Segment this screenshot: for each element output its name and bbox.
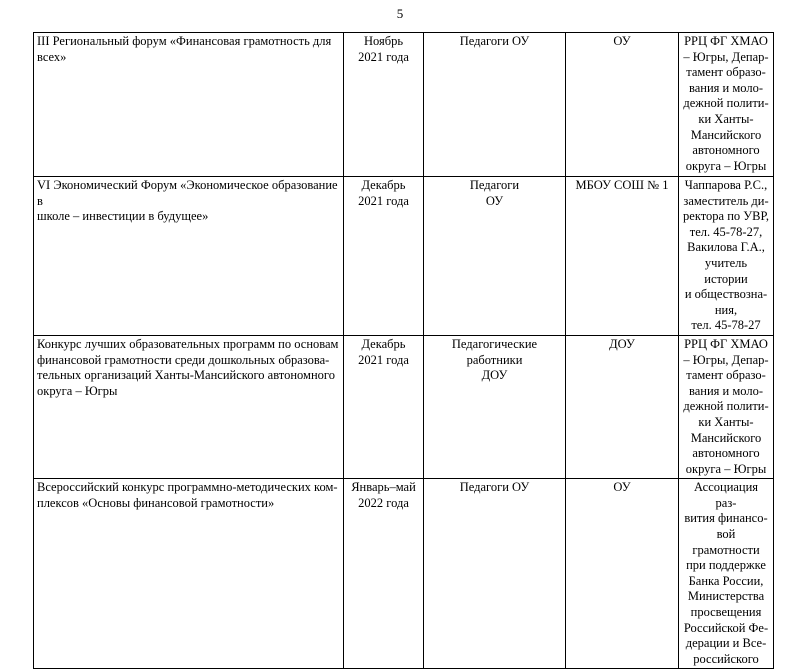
participants-cell: Педагоги ОУ <box>424 177 566 336</box>
responsible-cell: Чаппарова Р.С., заместитель ди- ректора по УВР, тел. 45-78-27, Вакилова Г.А., учитель истории и обществозна- ния, тел. 45-78-27 <box>679 177 774 336</box>
responsible-cell: РРЦ ФГ ХМАО – Югры, Депар- тамент образо- вания и моло- дежной полити- ки Ханты- Мансийского автономного округа – Югры <box>679 335 774 478</box>
place-cell: ОУ <box>566 479 679 669</box>
responsible-cell: Ассоциация раз- вития финансо- вой грамотности при поддержке Банка России, Министерства просвещения Российской Фе- дерации и Все- российского <box>679 479 774 669</box>
place-cell: МБОУ СОШ № 1 <box>566 177 679 336</box>
table-row <box>34 335 774 478</box>
participants-cell: Педагоги ОУ <box>424 33 566 177</box>
participants-cell: Педагогические работники ДОУ <box>424 335 566 478</box>
date-cell: Декабрь 2021 года <box>344 335 424 478</box>
event-cell: Конкурс лучших образовательных программ по основам финансовой грамотности среди дошкольных образова- тельных организаций Ханты-Мансийского автономного округа – Югры <box>34 335 344 478</box>
place-cell: ДОУ <box>566 335 679 478</box>
table-row <box>34 33 774 177</box>
table-row <box>34 479 774 669</box>
participants-cell: Педагоги ОУ <box>424 479 566 669</box>
event-cell: III Региональный форум «Финансовая грамотность для всех» <box>34 33 344 177</box>
events-table <box>33 32 774 669</box>
event-cell: VI Экономический Форум «Экономическое образование в школе – инвестиции в будущее» <box>34 177 344 336</box>
place-cell: ОУ <box>566 33 679 177</box>
responsible-cell: РРЦ ФГ ХМАО – Югры, Депар- тамент образо- вания и моло- дежной полити- ки Ханты- Мансийского автономного округа – Югры <box>679 33 774 177</box>
event-cell: Всероссийский конкурс программно-методических ком- плексов «Основы финансовой грамотности» <box>34 479 344 669</box>
page-number: 5 <box>396 6 404 21</box>
date-cell: Декабрь 2021 года <box>344 177 424 336</box>
date-cell: Ноябрь 2021 года <box>344 33 424 177</box>
table-row <box>34 177 774 336</box>
date-cell: Январь–май 2022 года <box>344 479 424 669</box>
